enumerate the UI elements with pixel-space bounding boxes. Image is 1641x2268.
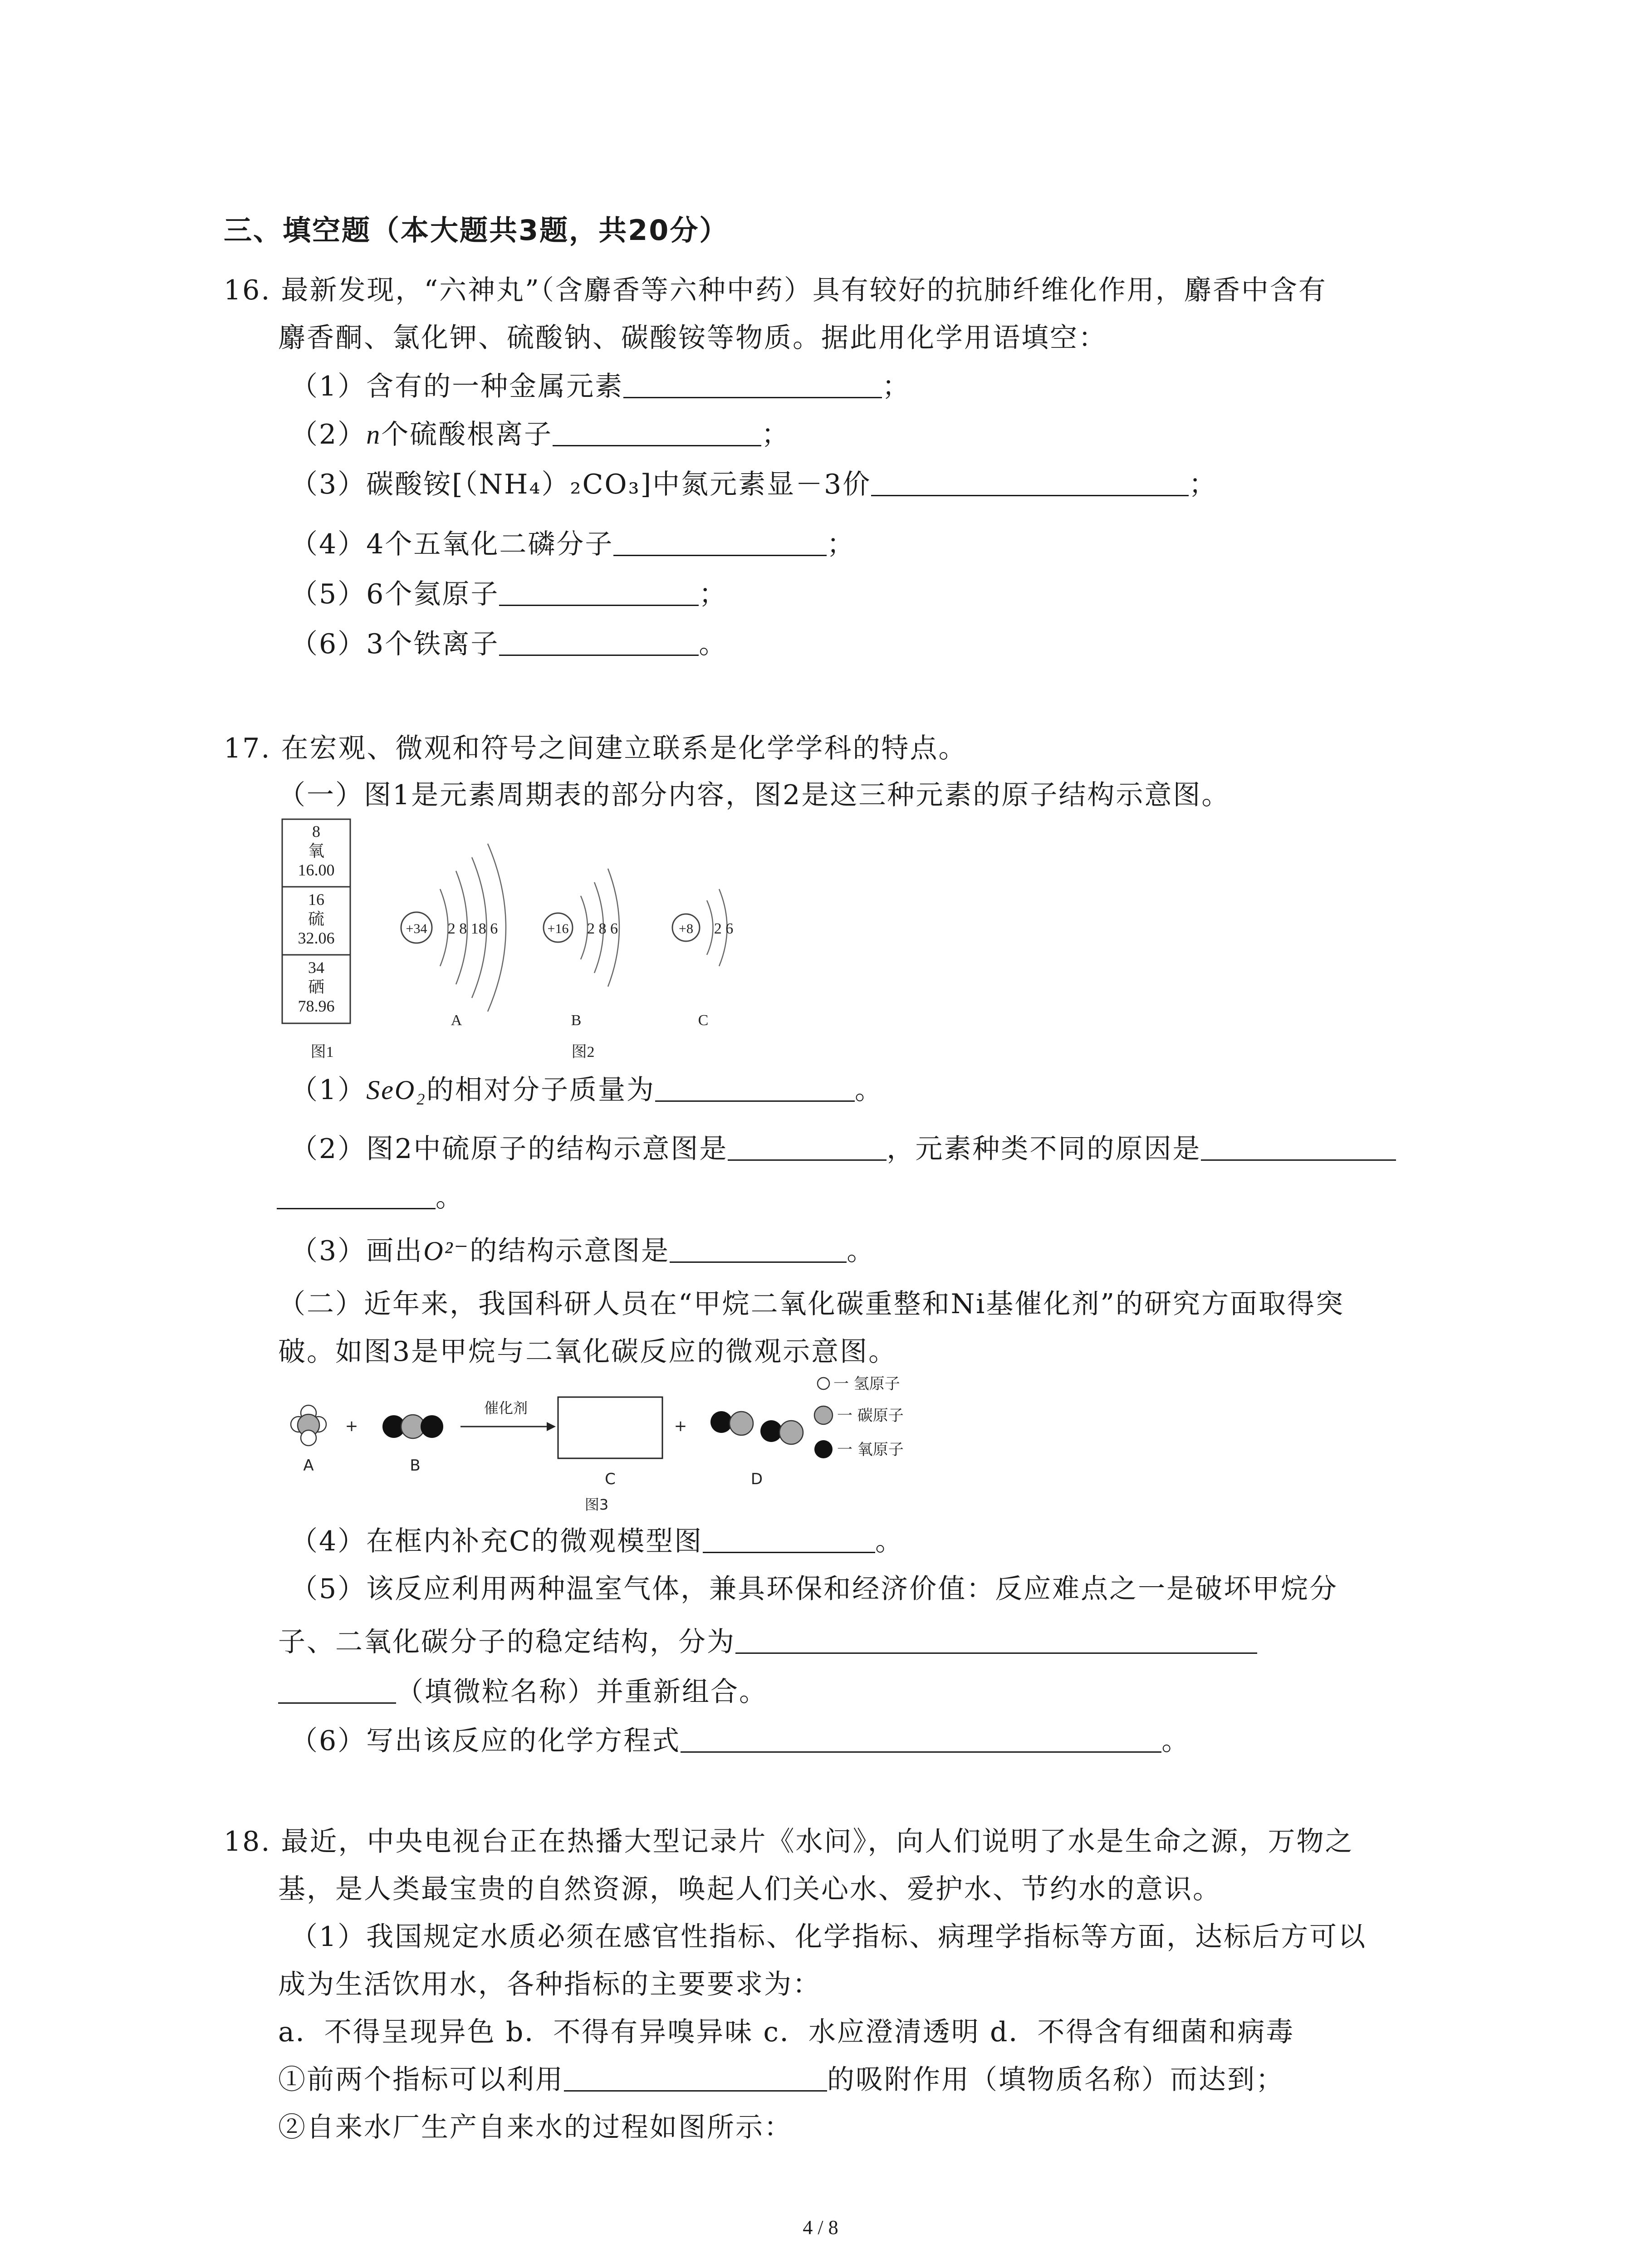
answer-blank[interactable] xyxy=(553,418,761,446)
q16-item6: （6）3个铁离子 。 xyxy=(290,628,728,660)
atom-a-label: A xyxy=(451,1012,462,1029)
atom-c-label: C xyxy=(698,1012,709,1029)
answer-blank[interactable] xyxy=(681,1724,1161,1753)
answer-blank[interactable] xyxy=(655,1073,855,1102)
q16-item2: （2）n个硫酸根离子 ； xyxy=(290,419,790,450)
molecule-d-label: D xyxy=(750,1470,763,1488)
legend-carbon: 一 碳原子 xyxy=(837,1407,904,1425)
element-se-name: 硒 xyxy=(308,978,325,996)
q18-line5: a．不得呈现异色 b．不得有异嗅异味 c．水应澄清透明 d．不得含有细菌和病毒 xyxy=(278,2016,1295,2048)
q16-line2: 麝香酮、氯化钾、硫酸钠、碳酸铵等物质。据此用化学用语填空： xyxy=(278,322,1107,354)
answer-blank[interactable] xyxy=(1201,1132,1396,1161)
element-s-number: 16 xyxy=(308,890,324,909)
answer-blank[interactable] xyxy=(564,2063,827,2092)
answer-blank[interactable] xyxy=(703,1525,875,1553)
q17-sub4: （4）在框内补充C的微观模型图 。 xyxy=(290,1525,904,1557)
element-se-number: 34 xyxy=(308,958,324,977)
page-number: 4 / 8 xyxy=(803,2216,838,2239)
q17-part2-line2: 破。如图3是甲烷与二氧化碳反应的微观示意图。 xyxy=(278,1336,897,1368)
plus-sign: + xyxy=(674,1417,687,1435)
atom-a-shells: 2 8 18 6 xyxy=(447,920,498,937)
legend-hydrogen: 一 氢原子 xyxy=(833,1375,900,1393)
q17-sub1: （1）SeO₂的相对分子质量为 。 xyxy=(290,1074,884,1106)
q18-line6: ①前两个指标可以利用 的吸附作用（填物质名称）而达到； xyxy=(278,2064,1284,2096)
element-o-number: 8 xyxy=(312,822,320,841)
element-o-name: 氧 xyxy=(308,842,325,860)
q17-sub3: （3）画出O²⁻的结构示意图是 。 xyxy=(290,1235,876,1267)
q17-sub2-cont: 。 xyxy=(277,1179,464,1216)
element-s-name: 硫 xyxy=(308,910,325,928)
answer-blank[interactable] xyxy=(499,627,699,656)
figure-periodic-and-atoms xyxy=(277,816,776,1070)
section-title: 三、填空题（本大题共3题，共20分） xyxy=(224,214,729,247)
q17-sub5-line3: （填微粒名称）并重新组合。 xyxy=(278,1674,768,1710)
q17-part2-line1: （二）近年来，我国科研人员在“甲烷二氧化碳重整和Ni基催化剂”的研究方面取得突 xyxy=(278,1288,1345,1320)
q17-sub5-line1: （5）该反应利用两种温室气体，兼具环保和经济价值：反应难点之一是破坏甲烷分 xyxy=(290,1573,1338,1605)
legend-oxygen: 一 氧原子 xyxy=(837,1441,904,1459)
answer-blank[interactable] xyxy=(613,528,827,556)
q18-line4: 成为生活饮用水，各种指标的主要要求为： xyxy=(278,1969,821,2000)
figure-3-reaction xyxy=(272,1365,953,1515)
answer-blank[interactable] xyxy=(735,1625,1257,1654)
q17-sub5-line2: 子、二氧化碳分子的稳定结构，分为 xyxy=(278,1624,1257,1660)
answer-blank[interactable] xyxy=(499,577,699,606)
answer-box-c[interactable] xyxy=(558,1397,662,1458)
figure-3-caption: 图3 xyxy=(584,1496,609,1513)
molecule-a-label: A xyxy=(303,1457,314,1475)
q18-line3: （1）我国规定水质必须在感官性指标、化学指标、病理学指标等方面，达标后方可以 xyxy=(290,1921,1367,1953)
plus-sign: + xyxy=(345,1417,358,1435)
q17-sub6: （6）写出该反应的化学方程式 。 xyxy=(290,1725,1190,1757)
atom-c-shells: 2 6 xyxy=(714,920,734,937)
q16-item1: （1）含有的一种金属元素 ； xyxy=(290,371,911,402)
figure-1-caption: 图1 xyxy=(310,1044,334,1061)
element-s-mass: 32.06 xyxy=(298,929,335,947)
answer-blank[interactable] xyxy=(728,1132,887,1161)
molecule-b-label: B xyxy=(410,1457,421,1475)
q17-sub2: （2）图2中硫原子的结构示意图是 ，元素种类不同的原因是 xyxy=(290,1131,1396,1167)
atom-b-shells: 2 8 6 xyxy=(587,920,618,937)
q18-line2: 基，是人类最宝贵的自然资源，唤起人们关心水、爱护水、节约水的意识。 xyxy=(278,1873,1221,1905)
q16-item5: （5）6个氦原子 ； xyxy=(290,578,728,610)
answer-blank[interactable] xyxy=(278,1675,396,1704)
element-se-mass: 78.96 xyxy=(298,997,335,1015)
q17-line1: 17. 在宏观、微观和符号之间建立联系是化学学科的特点。 xyxy=(224,733,967,764)
answer-blank[interactable] xyxy=(871,468,1189,496)
atom-a-nucleus: +34 xyxy=(406,921,427,936)
q18-line1: 18. 最近，中央电视台正在热播大型记录片《水问》，向人们说明了水是生命之源，万物之 xyxy=(224,1826,1354,1857)
q16-item3: （3）碳酸铵[（NH₄）₂CO₃]中氮元素显－3价 ； xyxy=(290,469,1218,500)
element-o-mass: 16.00 xyxy=(298,861,335,879)
answer-blank[interactable] xyxy=(623,370,882,398)
atom-b-label: B xyxy=(571,1012,582,1029)
atom-c-nucleus: +8 xyxy=(679,921,693,936)
molecule-c-label: C xyxy=(605,1470,616,1488)
q18-line7: ②自来水厂生产自来水的过程如图所示： xyxy=(278,2112,793,2143)
q16-line1: 16. 最新发现，“六神丸”（含麝香等六种中药）具有较好的抗肺纤维化作用，麝香中含有 xyxy=(224,274,1327,306)
answer-blank[interactable] xyxy=(670,1234,847,1263)
catalyst-label: 催化剂 xyxy=(484,1399,528,1417)
q17-part1: （一）图1是元素周期表的部分内容，图2是这三种元素的原子结构示意图。 xyxy=(278,779,1230,811)
answer-blank[interactable] xyxy=(277,1181,436,1209)
figure-2-caption: 图2 xyxy=(571,1044,595,1061)
q16-item4: （4）4个五氧化二磷分子 ； xyxy=(290,528,856,560)
atom-b-nucleus: +16 xyxy=(547,921,569,936)
